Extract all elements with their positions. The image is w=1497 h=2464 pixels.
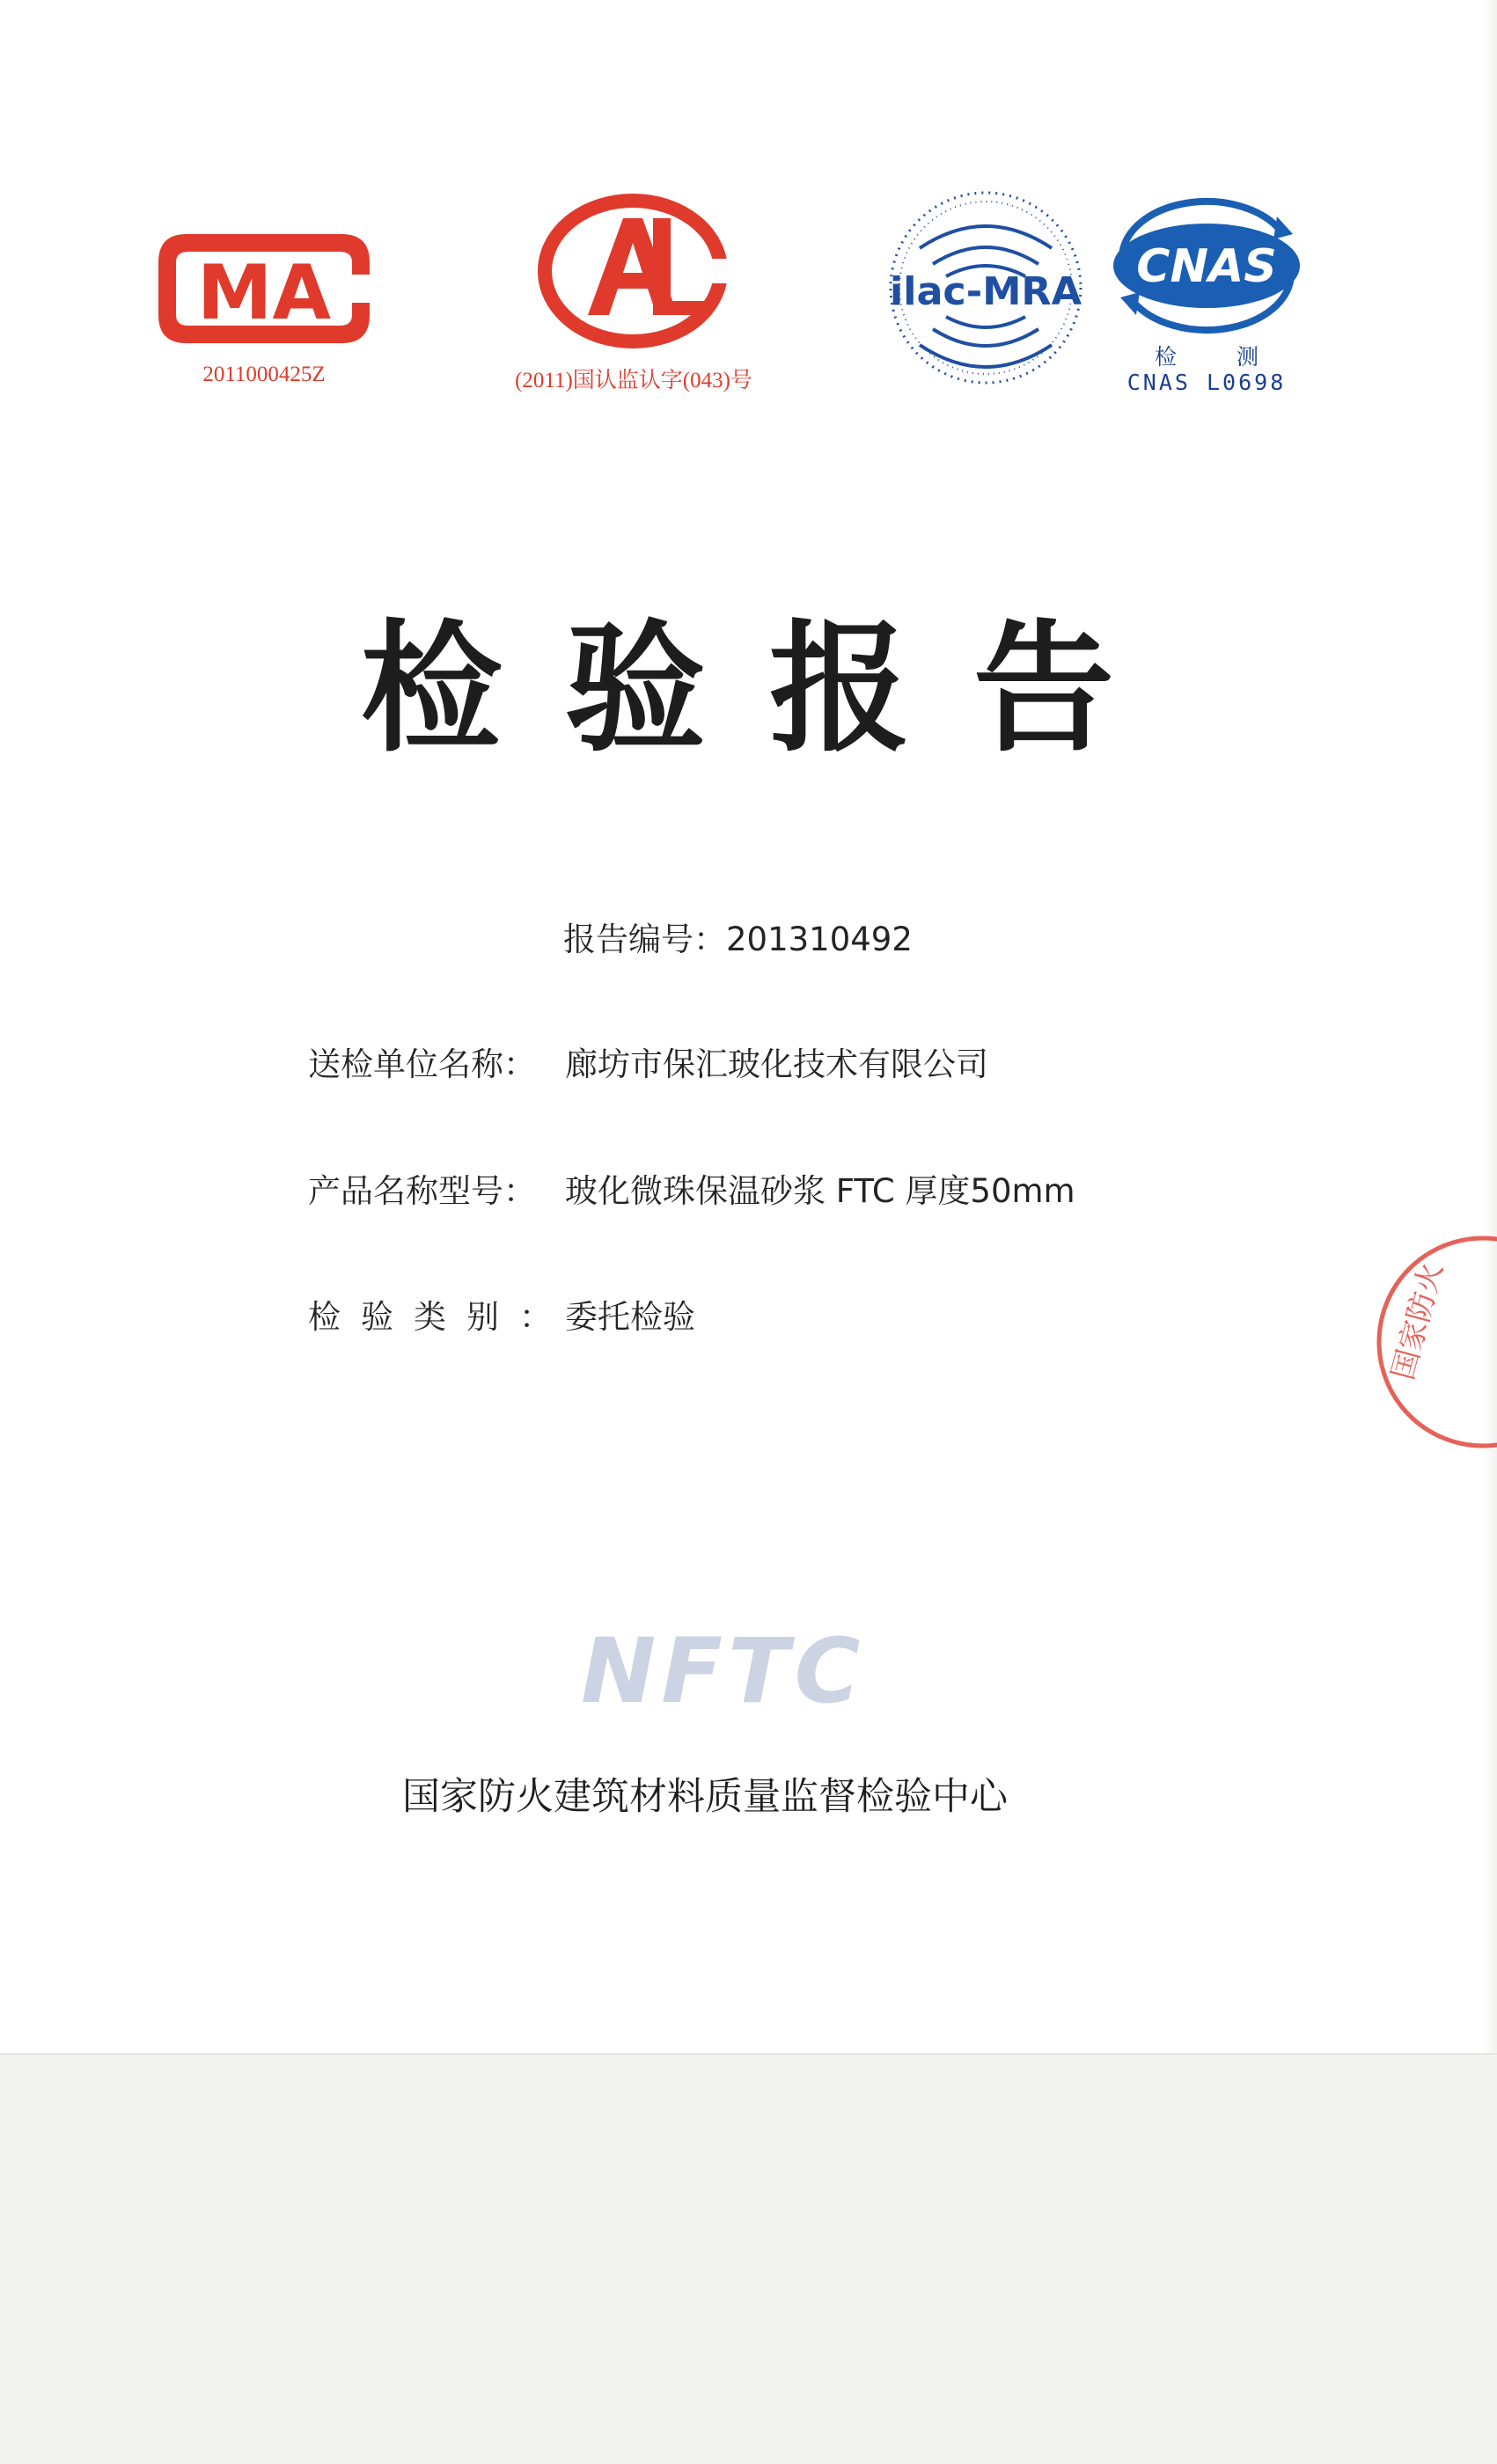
cma-logo-text: MA (196, 249, 332, 337)
report-number (563, 920, 913, 959)
field-label: 产品名称型号： (308, 1172, 536, 1210)
cnas-logo (1104, 195, 1309, 336)
cal-logo (535, 192, 730, 350)
cnas-sub-label: 检 测 (1155, 344, 1285, 370)
cma-logo (151, 227, 377, 350)
field-label: 送检单位名称： (308, 1045, 536, 1083)
cma-caption: 2011000425Z (202, 363, 326, 386)
seal-text: 国家防火 (1385, 1258, 1450, 1384)
cal-caption: (2011)国认监认字(043)号 (515, 369, 752, 392)
ilac-mra-text: ilac-MRA (890, 269, 1082, 314)
field-value: 玻化微珠保温砂浆 FTC 厚度50mm (565, 1172, 1075, 1210)
scan-right-edge (1483, 0, 1497, 2055)
cnas-subtitle (1104, 345, 1309, 396)
field-value: 廊坊市保汇玻化技术有限公司 (565, 1045, 988, 1083)
report-number-label: 报告编号： (563, 920, 726, 958)
cnas-code: CNAS L0698 (1126, 370, 1287, 395)
report-number-value: 201310492 (726, 920, 913, 958)
field-value: 委托检验 (565, 1298, 695, 1336)
field-label: 检验类别： (308, 1298, 572, 1336)
issuer-name: 国家防火建筑材料质量监督检验中心 (402, 1775, 1008, 1819)
ilac-mra-logo (884, 187, 1087, 389)
page-title: 检验报告 (361, 606, 1178, 771)
nftc-watermark: NFTC (581, 1619, 866, 1724)
cnas-text: CNAS (1136, 240, 1277, 293)
scan-background (0, 2055, 1497, 2464)
official-seal (1373, 1232, 1497, 1452)
